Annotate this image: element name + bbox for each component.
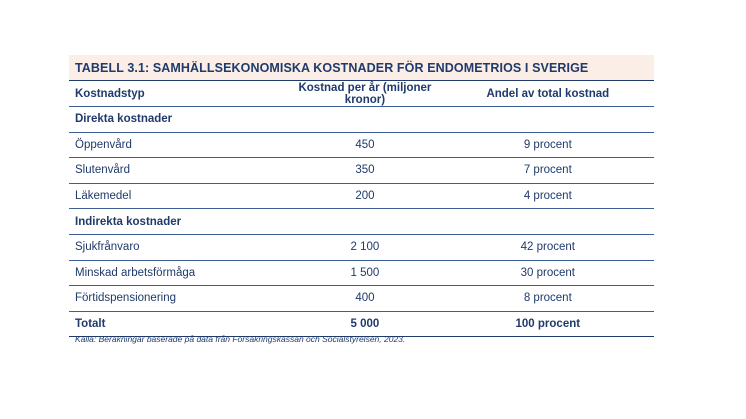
row-cost: 200	[288, 183, 441, 209]
section-label-indirect: Indirekta kostnader	[69, 209, 288, 235]
table-header-row	[69, 81, 654, 107]
section-label-direct: Direkta kostnader	[69, 107, 288, 133]
row-cost-type: Minskad arbetsförmåga	[69, 260, 288, 286]
row-cost: 400	[288, 286, 441, 312]
header-cost-type: Kostnadstyp	[69, 81, 288, 107]
row-share: 4 procent	[442, 183, 654, 209]
row-cost-type: Sjukfrånvaro	[69, 234, 288, 260]
cost-table	[69, 55, 654, 337]
row-cost: 350	[288, 158, 441, 184]
row-cost-type: Slutenvård	[69, 158, 288, 184]
table-title: TABELL 3.1: SAMHÄLLSEKONOMISKA KOSTNADER FÖR ENDOMETRIOS I SVERIGE	[69, 55, 654, 81]
row-cost: 1 500	[288, 260, 441, 286]
section-row-direct	[69, 107, 654, 133]
row-cost-type: Förtidspensionering	[69, 286, 288, 312]
row-share: 9 procent	[442, 132, 654, 158]
table-row	[69, 132, 654, 158]
table-row	[69, 286, 654, 312]
total-cost: 5 000	[288, 311, 441, 337]
table-row	[69, 183, 654, 209]
section-row-indirect	[69, 209, 654, 235]
row-share: 8 procent	[442, 286, 654, 312]
table-row	[69, 260, 654, 286]
table-row	[69, 158, 654, 184]
header-share-of-total: Andel av total kostnad	[442, 81, 654, 107]
total-row	[69, 311, 654, 337]
table-row	[69, 234, 654, 260]
total-label: Totalt	[69, 311, 288, 337]
source-note: Källa: Beräkningar baserade på data från Försäkringskassan och Socialstyrelsen, 2023.	[75, 334, 406, 344]
row-share: 30 procent	[442, 260, 654, 286]
row-cost: 450	[288, 132, 441, 158]
row-cost: 2 100	[288, 234, 441, 260]
row-cost-type: Läkemedel	[69, 183, 288, 209]
row-cost-type: Öppenvård	[69, 132, 288, 158]
header-cost-per-year: Kostnad per år (miljoner kronor)	[288, 81, 441, 107]
row-share: 7 procent	[442, 158, 654, 184]
cost-table-grid	[69, 81, 654, 337]
row-share: 42 procent	[442, 234, 654, 260]
total-share: 100 procent	[442, 311, 654, 337]
